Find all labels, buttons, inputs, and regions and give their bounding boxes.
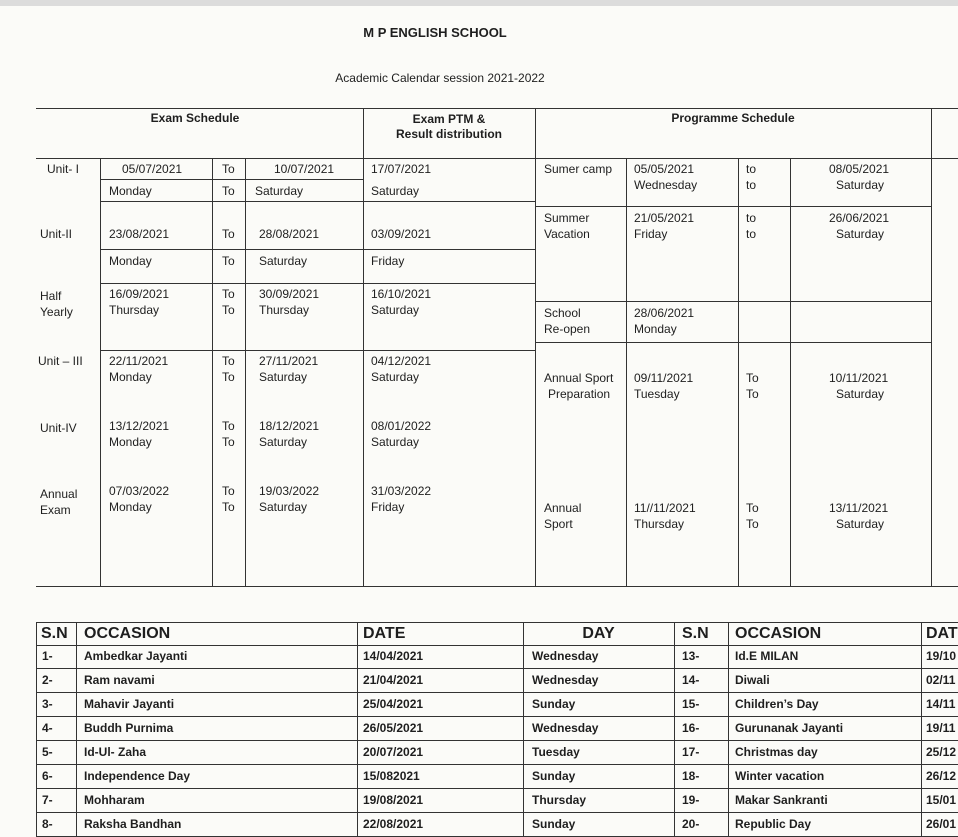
holiday-sn: 17-: [682, 745, 700, 759]
programme-from: Tuesday: [634, 387, 680, 401]
calendar-title: Academic Calendar session 2021-2022: [335, 71, 545, 85]
ptm-day: Saturday: [371, 303, 420, 317]
holiday-date: 19/10: [926, 649, 957, 663]
programme-end: 08/05/2021: [829, 162, 890, 176]
programme-name: Sumer camp: [544, 162, 613, 176]
programme-name: Re-open: [544, 322, 591, 336]
holiday-sn: 19-: [682, 793, 700, 807]
holiday-header-date-2: DAT: [926, 625, 958, 642]
exam-to-day: Saturday: [255, 184, 304, 198]
ptm-day: Friday: [371, 254, 405, 268]
programme-from: 21/05/2021: [634, 211, 695, 225]
holiday-day: Tuesday: [532, 745, 580, 759]
holiday-date: 15/01: [926, 793, 957, 807]
exam-name: Unit-II: [40, 227, 73, 241]
holiday-date: 25/12: [926, 745, 957, 759]
holiday-occasion: Ambedkar Jayanti: [84, 649, 188, 663]
ptm-day: Saturday: [371, 184, 420, 198]
exam-to-day: Saturday: [259, 435, 308, 449]
holiday-sn: 6-: [42, 769, 53, 783]
holiday-date: 20/07/2021: [363, 745, 424, 759]
programme-from: 11//11/2021: [634, 501, 696, 515]
programme-to-label: to: [746, 162, 757, 176]
holiday-sn: 4-: [42, 721, 53, 735]
programme-end: Saturday: [836, 517, 885, 531]
exam-to-day: Saturday: [259, 254, 308, 268]
holiday-date: 14/11: [926, 697, 956, 711]
holiday-date: 19/11: [926, 721, 956, 735]
holiday-sn: 3-: [42, 697, 53, 711]
ptm-date: 31/03/2022: [371, 484, 432, 498]
exam-to-label: To: [222, 303, 235, 317]
ptm-header-line2: Result distribution: [396, 127, 502, 141]
holiday-occasion: Raksha Bandhan: [84, 817, 182, 831]
ptm-date: 03/09/2021: [371, 227, 432, 241]
exam-to-label: To: [222, 184, 235, 198]
exam-from-date: 07/03/2022: [109, 484, 170, 498]
exam-to-label: To: [222, 254, 235, 268]
programme-end: Saturday: [836, 227, 885, 241]
programme-end: 10/11/2021: [829, 371, 889, 385]
ptm-date: 16/10/2021: [371, 287, 432, 301]
ptm-date: 04/12/2021: [371, 354, 432, 368]
exam-from-date: 23/08/2021: [109, 227, 170, 241]
programme-to-label: To: [746, 387, 759, 401]
exam-to-date: 19/03/2022: [259, 484, 320, 498]
holiday-date: 02/11: [926, 673, 956, 687]
programme-to-label: To: [746, 371, 759, 385]
programme-name: Annual Sport: [544, 371, 614, 385]
holiday-occasion: Ram navami: [84, 673, 155, 687]
holiday-day: Sunday: [532, 697, 576, 711]
holiday-occasion: Winter vacation: [735, 769, 825, 783]
exam-to-label: To: [222, 287, 235, 301]
holiday-sn: 5-: [42, 745, 53, 759]
ptm-day: Friday: [371, 500, 405, 514]
programme-end: Saturday: [836, 387, 885, 401]
programme-to-label: To: [746, 517, 759, 531]
exam-to-date: 30/09/2021: [259, 287, 320, 301]
holiday-sn: 13-: [682, 649, 700, 663]
exam-to-date: 18/12/2021: [259, 419, 320, 433]
holiday-header-date: DATE: [363, 625, 406, 642]
holiday-day: Wednesday: [532, 673, 599, 687]
exam-name: Unit- I: [47, 162, 80, 176]
holiday-date: 21/04/2021: [363, 673, 424, 687]
exam-to-date: 10/07/2021: [274, 162, 335, 176]
holiday-header-occasion-2: OCCASION: [735, 625, 822, 642]
programme-end: Saturday: [836, 178, 885, 192]
holiday-sn: 2-: [42, 673, 53, 687]
programme-to-label: to: [746, 211, 757, 225]
ptm-header-line1: Exam PTM &: [412, 112, 486, 126]
programme-name: School: [544, 306, 581, 320]
exam-to-day: Saturday: [259, 370, 308, 384]
page-top-edge: [0, 0, 958, 6]
exam-to-label: To: [222, 419, 235, 433]
holiday-occasion: Makar Sankranti: [735, 793, 828, 807]
holiday-sn: 8-: [42, 817, 53, 831]
programme-name: Vacation: [544, 227, 590, 241]
exam-from-day: Monday: [109, 500, 152, 514]
exam-name: Yearly: [40, 305, 73, 319]
exam-name: Annual: [40, 487, 78, 501]
exam-from-date: 16/09/2021: [109, 287, 170, 301]
exam-to-label: To: [222, 227, 235, 241]
holiday-sn: 18-: [682, 769, 700, 783]
holiday-occasion: Id-Ul- Zaha: [84, 745, 146, 759]
holiday-date: 15/082021: [363, 769, 420, 783]
exam-from-day: Monday: [109, 435, 152, 449]
holiday-occasion: Republic Day: [735, 817, 812, 831]
holiday-day: Thursday: [532, 793, 587, 807]
holiday-occasion: Buddh Purnima: [84, 721, 174, 735]
ptm-day: Saturday: [371, 435, 420, 449]
programme-name: Sport: [544, 517, 573, 531]
holiday-day: Wednesday: [532, 721, 599, 735]
programme-from: Wednesday: [634, 178, 698, 192]
exam-from-date: 22/11/2021: [109, 354, 169, 368]
exam-from-day: Monday: [109, 184, 152, 198]
holiday-occasion: Diwali: [735, 673, 770, 687]
programme-name: Preparation: [548, 387, 611, 401]
holiday-occasion: Christmas day: [735, 745, 818, 759]
holiday-day: Wednesday: [532, 649, 599, 663]
programme-from: Monday: [634, 322, 677, 336]
programme-end: 13/11/2021: [829, 501, 889, 515]
holiday-occasion: Independence Day: [84, 769, 191, 783]
holiday-date: 26/05/2021: [363, 721, 424, 735]
exam-to-label: To: [222, 500, 235, 514]
programme-to-label: to: [746, 178, 757, 192]
programme-end: 26/06/2021: [829, 211, 890, 225]
programme-schedule-header: Programme Schedule: [671, 111, 795, 125]
holiday-sn: 15-: [682, 697, 700, 711]
exam-to-day: Thursday: [259, 303, 310, 317]
programme-from: 09/11/2021: [634, 371, 694, 385]
holiday-sn: 7-: [42, 793, 53, 807]
holiday-date: 14/04/2021: [363, 649, 424, 663]
holiday-date: 26/01: [926, 817, 957, 831]
holiday-date: 25/04/2021: [363, 697, 424, 711]
programme-from: Thursday: [634, 517, 685, 531]
holiday-date: 19/08/2021: [363, 793, 424, 807]
school-name: M P ENGLISH SCHOOL: [363, 25, 507, 40]
exam-to-date: 27/11/2021: [259, 354, 319, 368]
exam-from-date: 05/07/2021: [122, 162, 183, 176]
holiday-occasion: Mahavir Jayanti: [84, 697, 175, 711]
exam-from-day: Monday: [109, 254, 152, 268]
holiday-sn: 14-: [682, 673, 700, 687]
programme-to-label: to: [746, 227, 757, 241]
programme-from: 05/05/2021: [634, 162, 695, 176]
holiday-day: Sunday: [532, 769, 576, 783]
exam-from-day: Monday: [109, 370, 152, 384]
holiday-sn: 1-: [42, 649, 53, 663]
exam-name: Unit – III: [38, 354, 83, 368]
programme-name: Summer: [544, 211, 590, 225]
holiday-header-day: DAY: [582, 625, 615, 642]
exam-to-label: To: [222, 484, 235, 498]
exam-to-label: To: [222, 354, 235, 368]
exam-to-date: 28/08/2021: [259, 227, 320, 241]
holiday-occasion: Children’s Day: [735, 697, 819, 711]
holiday-header-sn-2: S.N: [682, 625, 709, 642]
ptm-date: 08/01/2022: [371, 419, 432, 433]
exam-to-day: Saturday: [259, 500, 308, 514]
exam-schedule-header: Exam Schedule: [150, 111, 240, 125]
ptm-date: 17/07/2021: [371, 162, 432, 176]
exam-name: Exam: [40, 503, 71, 517]
programme-from: Friday: [634, 227, 668, 241]
exam-from-date: 13/12/2021: [109, 419, 170, 433]
exam-name: Unit-IV: [40, 421, 77, 435]
holiday-day: Sunday: [532, 817, 576, 831]
holiday-header-sn: S.N: [41, 625, 68, 642]
holiday-occasion: Id.E MILAN: [735, 649, 799, 663]
holiday-occasion: Gurunanak Jayanti: [735, 721, 844, 735]
programme-to-label: To: [746, 501, 759, 515]
exam-from-day: Thursday: [109, 303, 160, 317]
exam-name: Half: [40, 289, 62, 303]
holiday-header-occasion: OCCASION: [84, 625, 171, 642]
exam-to-label: To: [222, 435, 235, 449]
holiday-date: 22/08/2021: [363, 817, 424, 831]
exam-to-label: To: [222, 370, 235, 384]
ptm-day: Saturday: [371, 370, 420, 384]
holiday-sn: 20-: [682, 817, 700, 831]
programme-from: 28/06/2021: [634, 306, 695, 320]
programme-name: Annual: [544, 501, 582, 515]
holiday-date: 26/12: [926, 769, 957, 783]
exam-to-label: To: [222, 162, 235, 176]
holiday-sn: 16-: [682, 721, 700, 735]
holiday-occasion: Mohharam: [84, 793, 145, 807]
